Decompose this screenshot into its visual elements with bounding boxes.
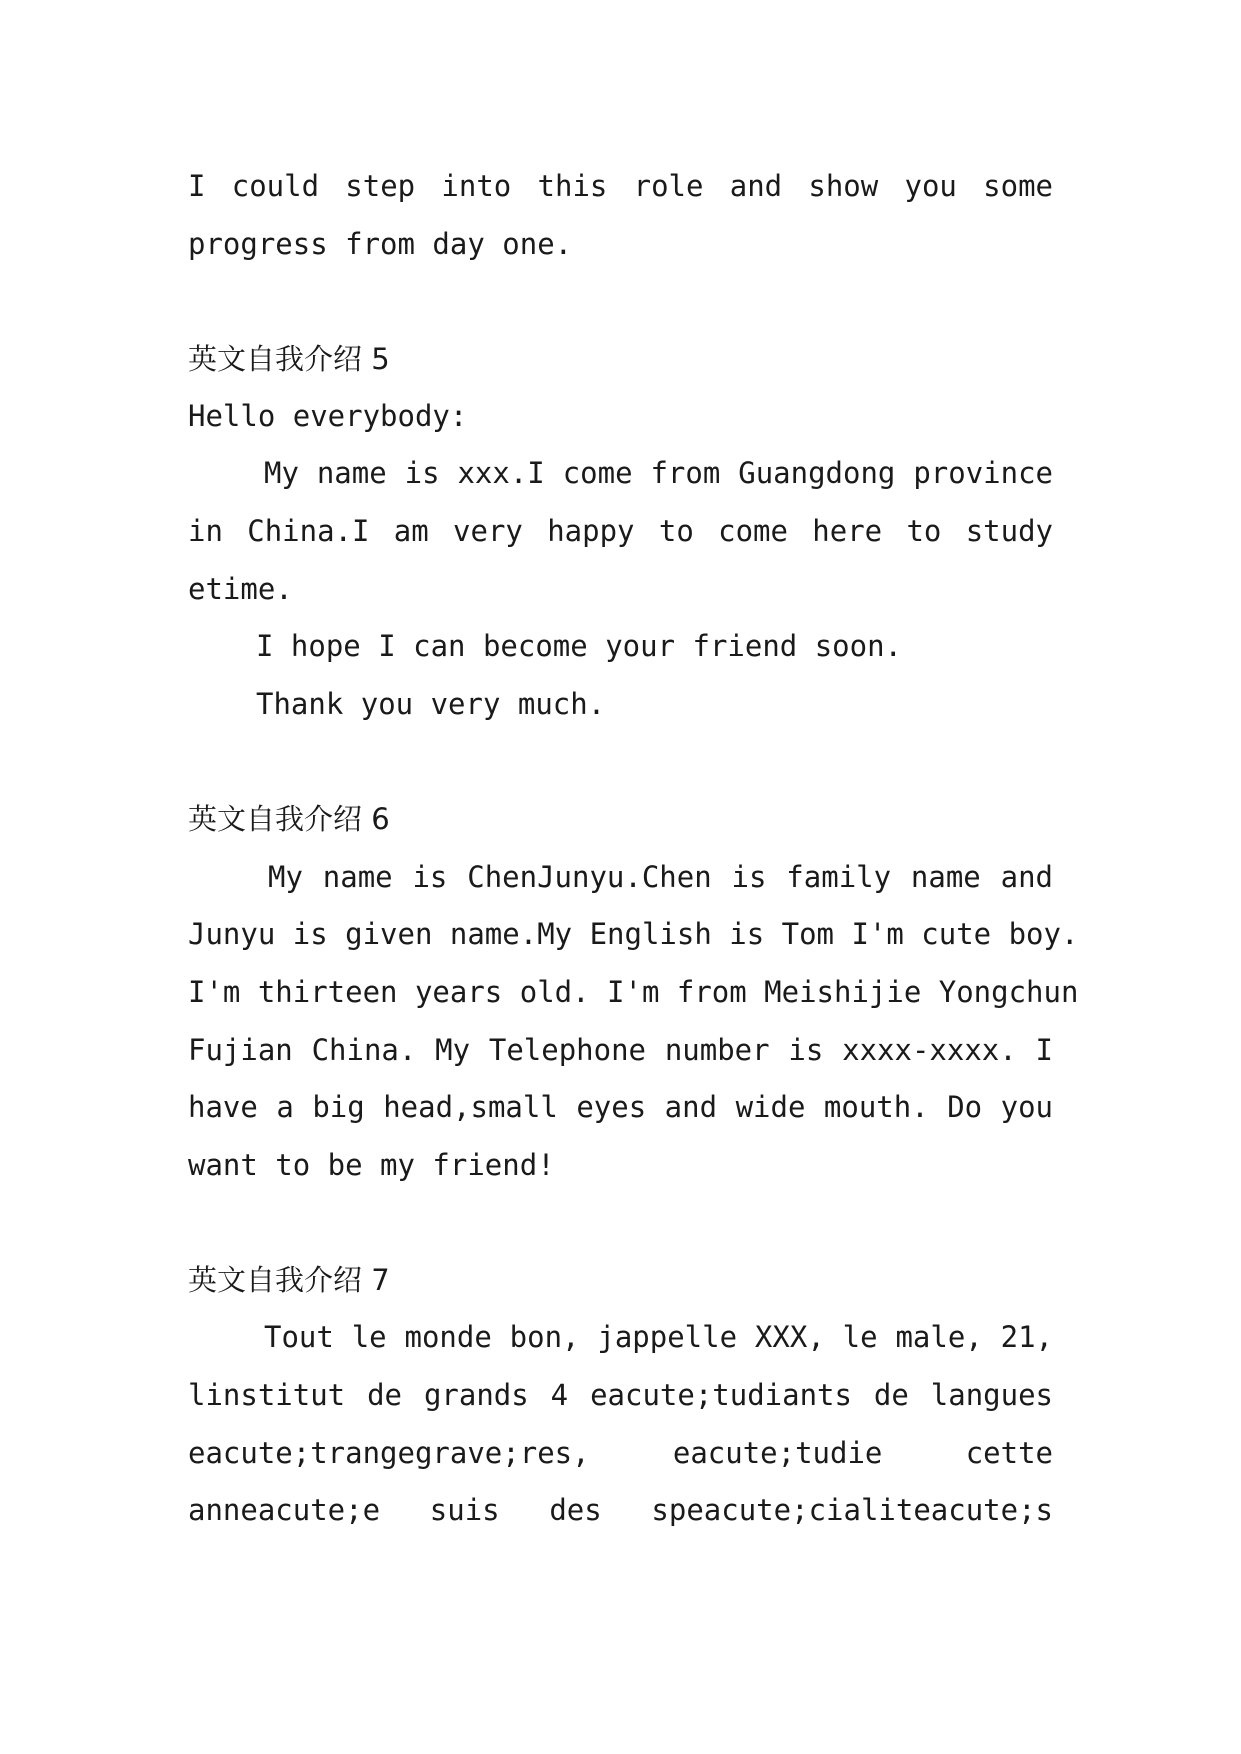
paragraph-line: in China.I am very happy to come here to study (188, 514, 1053, 548)
paragraph-line: Junyu is given name.My English is Tom I'm cute boy. (188, 917, 1079, 951)
paragraph-line: have a big head,small eyes and wide mouth. Do you (188, 1090, 1053, 1124)
paragraph-line: I could step into this role and show you some (188, 169, 1053, 203)
section-heading: 英文自我介绍 7 (188, 1263, 390, 1297)
paragraph-line: eacute;trangegrave;res, eacute;tudie cette (188, 1436, 1053, 1470)
paragraph-line: want to be my friend! (188, 1148, 555, 1182)
paragraph-line: progress from day one. (188, 227, 573, 261)
paragraph-line: My name is xxx.I come from Guangdong province (264, 456, 1053, 490)
paragraph-line: etime. (188, 572, 293, 606)
paragraph-line: Tout le monde bon, jappelle XXX, le male, 21, (264, 1320, 1053, 1354)
paragraph-line: linstitut de grands 4 eacute;tudiants de langues (188, 1378, 1053, 1412)
section-heading: 英文自我介绍 5 (188, 342, 390, 376)
paragraph-line: I hope I can become your friend soon. (256, 629, 903, 663)
paragraph-line: I'm thirteen years old. I'm from Meishijie Yongchun (188, 975, 1079, 1009)
section-heading: 英文自我介绍 6 (188, 802, 390, 836)
greeting-line: Hello everybody: (188, 399, 468, 433)
paragraph-line: anneacute;e suis des speacute;cialiteacute;s (188, 1493, 1053, 1527)
paragraph-line: Fujian China. My Telephone number is xxxx-xxxx. I (188, 1033, 1053, 1067)
paragraph-line: My name is ChenJunyu.Chen is family name and (268, 860, 1053, 894)
paragraph-line: Thank you very much. (256, 687, 606, 721)
